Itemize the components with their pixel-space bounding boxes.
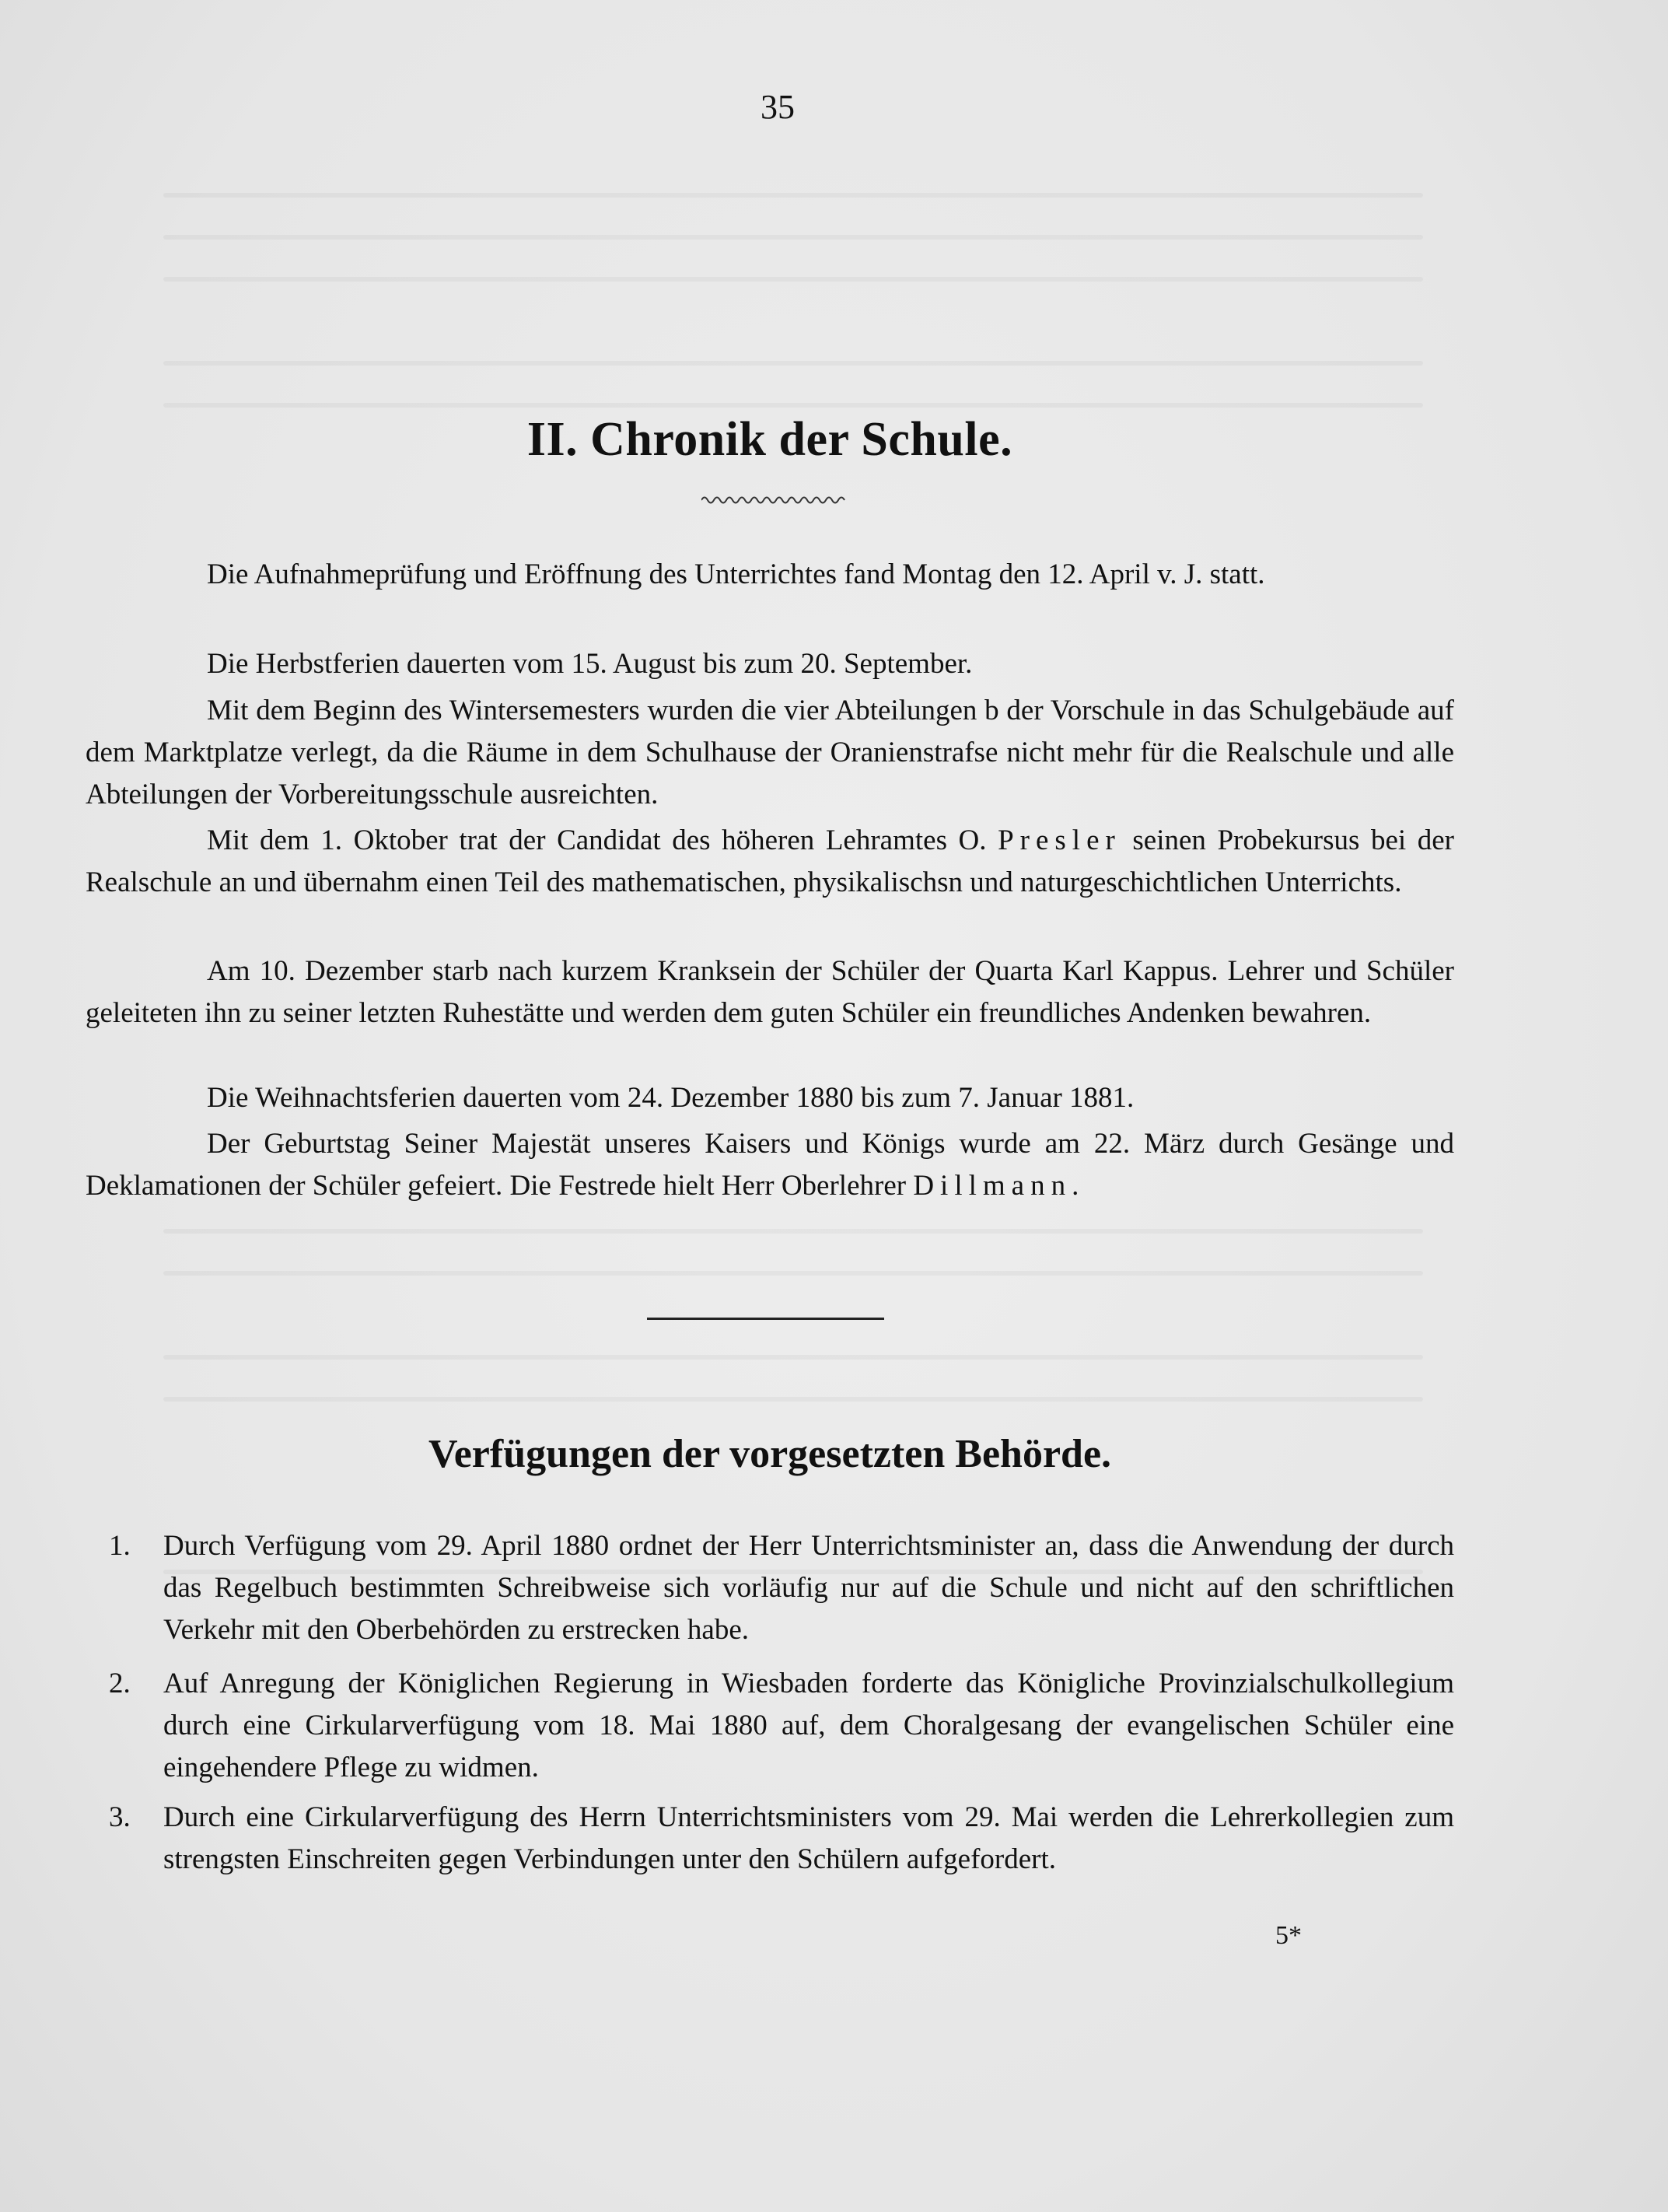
chronik-paragraph xyxy=(86,643,1454,685)
paragraph-text: Am 10. Dezember starb nach kurzem Kranksein der Schüler der Quarta Karl Kappus. Lehrer und Schüler geleiteten ihn zu seiner letzten Ruhestätte und werden dem guten Schüler ein freundliches Andenken bewahren. xyxy=(86,955,1454,1029)
section-title: II. Chronik der Schule. xyxy=(526,413,1013,466)
paragraph-text-end: seinen Probekursus bei der Realschule an und übernahm einen Teil des mathematischen, physikalischsn und naturgeschichtlichen Unterrichts. xyxy=(86,824,1454,898)
list-item xyxy=(109,1663,1454,1789)
list-item-text: Durch Verfügung vom 29. April 1880 ordnet der Herr Unterrichtsminister an, dass die Anwendung der durch das Regelbuch bestimmten Schreibweise sich vorläufig nur auf die Schule und nicht auf den schriftlichen Verkehr mit den Oberbehörden zu erstrecken habe. xyxy=(163,1530,1454,1646)
paragraph-text-start: Der Geburtstag Seiner Majestät unseres Kaisers und Königs wurde am 22. März durch Gesänge und Deklamationen der Schüler gefeiert. Die Festrede hielt Herr Oberlehrer xyxy=(86,1128,1454,1202)
list-item xyxy=(109,1797,1454,1881)
paragraph-text: Mit dem Beginn des Wintersemesters wurden die vier Abteilungen b der Vorschule in das Schulgebäude auf dem Marktplatze verlegt, da die Räume in dem Schulhause der Oranienstrafse nicht mehr für die Realschule und alle Abteilungen der Vorbereitungsschule ausreichten. xyxy=(86,695,1454,810)
subsection-title: Verfügungen der vorgesetzten Behörde. xyxy=(428,1432,1112,1476)
list-item-text: Auf Anregung der Königlichen Regierung in Wiesbaden forderte das Königliche Provinzialschulkollegium durch eine Cirkularverfügung vom 18. Mai 1880 auf, dem Choralgesang der evangelischen Schüler eine eingehendere Pflege zu widmen. xyxy=(163,1668,1454,1783)
show-through-line xyxy=(163,1355,1423,1360)
paragraph-text: Die Weihnachtsferien dauerten vom 24. Dezember 1880 bis zum 7. Januar 1881. xyxy=(207,1082,1135,1114)
person-name: Dillmann xyxy=(913,1170,1072,1202)
wavy-underline xyxy=(701,495,846,506)
show-through-line xyxy=(163,277,1423,282)
list-item-text: Durch eine Cirkularverfügung des Herrn Unterrichtsministers vom 29. Mai werden die Lehrerkollegien zum strengsten Einschreiten gegen Verbindungen unter den Schülern aufgefordert. xyxy=(163,1801,1454,1875)
show-through-line xyxy=(163,1271,1423,1276)
show-through-line xyxy=(163,235,1423,240)
list-item-number: 1. xyxy=(109,1530,131,1562)
list-item-number: 3. xyxy=(109,1801,131,1833)
chronik-paragraph xyxy=(86,690,1454,816)
paragraph-text-start: Mit dem 1. Oktober trat der Candidat des höheren Lehramtes O. xyxy=(207,824,998,856)
show-through-line xyxy=(163,1229,1423,1234)
list-item-number: 2. xyxy=(109,1668,131,1699)
signature-mark: 5* xyxy=(1275,1921,1302,1950)
chronik-paragraph xyxy=(86,950,1454,1034)
paragraph-text: Die Herbstferien dauerten vom 15. August bis zum 20. September. xyxy=(207,648,973,680)
paragraph-text-end: . xyxy=(1072,1170,1079,1202)
person-name: Presler xyxy=(998,824,1121,856)
list-item xyxy=(109,1525,1454,1651)
show-through-line xyxy=(163,403,1423,408)
show-through-line xyxy=(163,1397,1423,1402)
chronik-paragraph xyxy=(86,1077,1454,1119)
chronik-paragraph xyxy=(86,554,1454,596)
chronik-paragraph xyxy=(86,1123,1454,1207)
page-number: 35 xyxy=(761,88,795,126)
paragraph-text: Die Aufnahmeprüfung und Eröffnung des Unterrichtes fand Montag den 12. April v. J. statt. xyxy=(207,558,1265,590)
section-divider xyxy=(647,1318,884,1320)
show-through-line xyxy=(163,361,1423,366)
show-through-line xyxy=(163,193,1423,198)
chronik-paragraph xyxy=(86,820,1454,904)
